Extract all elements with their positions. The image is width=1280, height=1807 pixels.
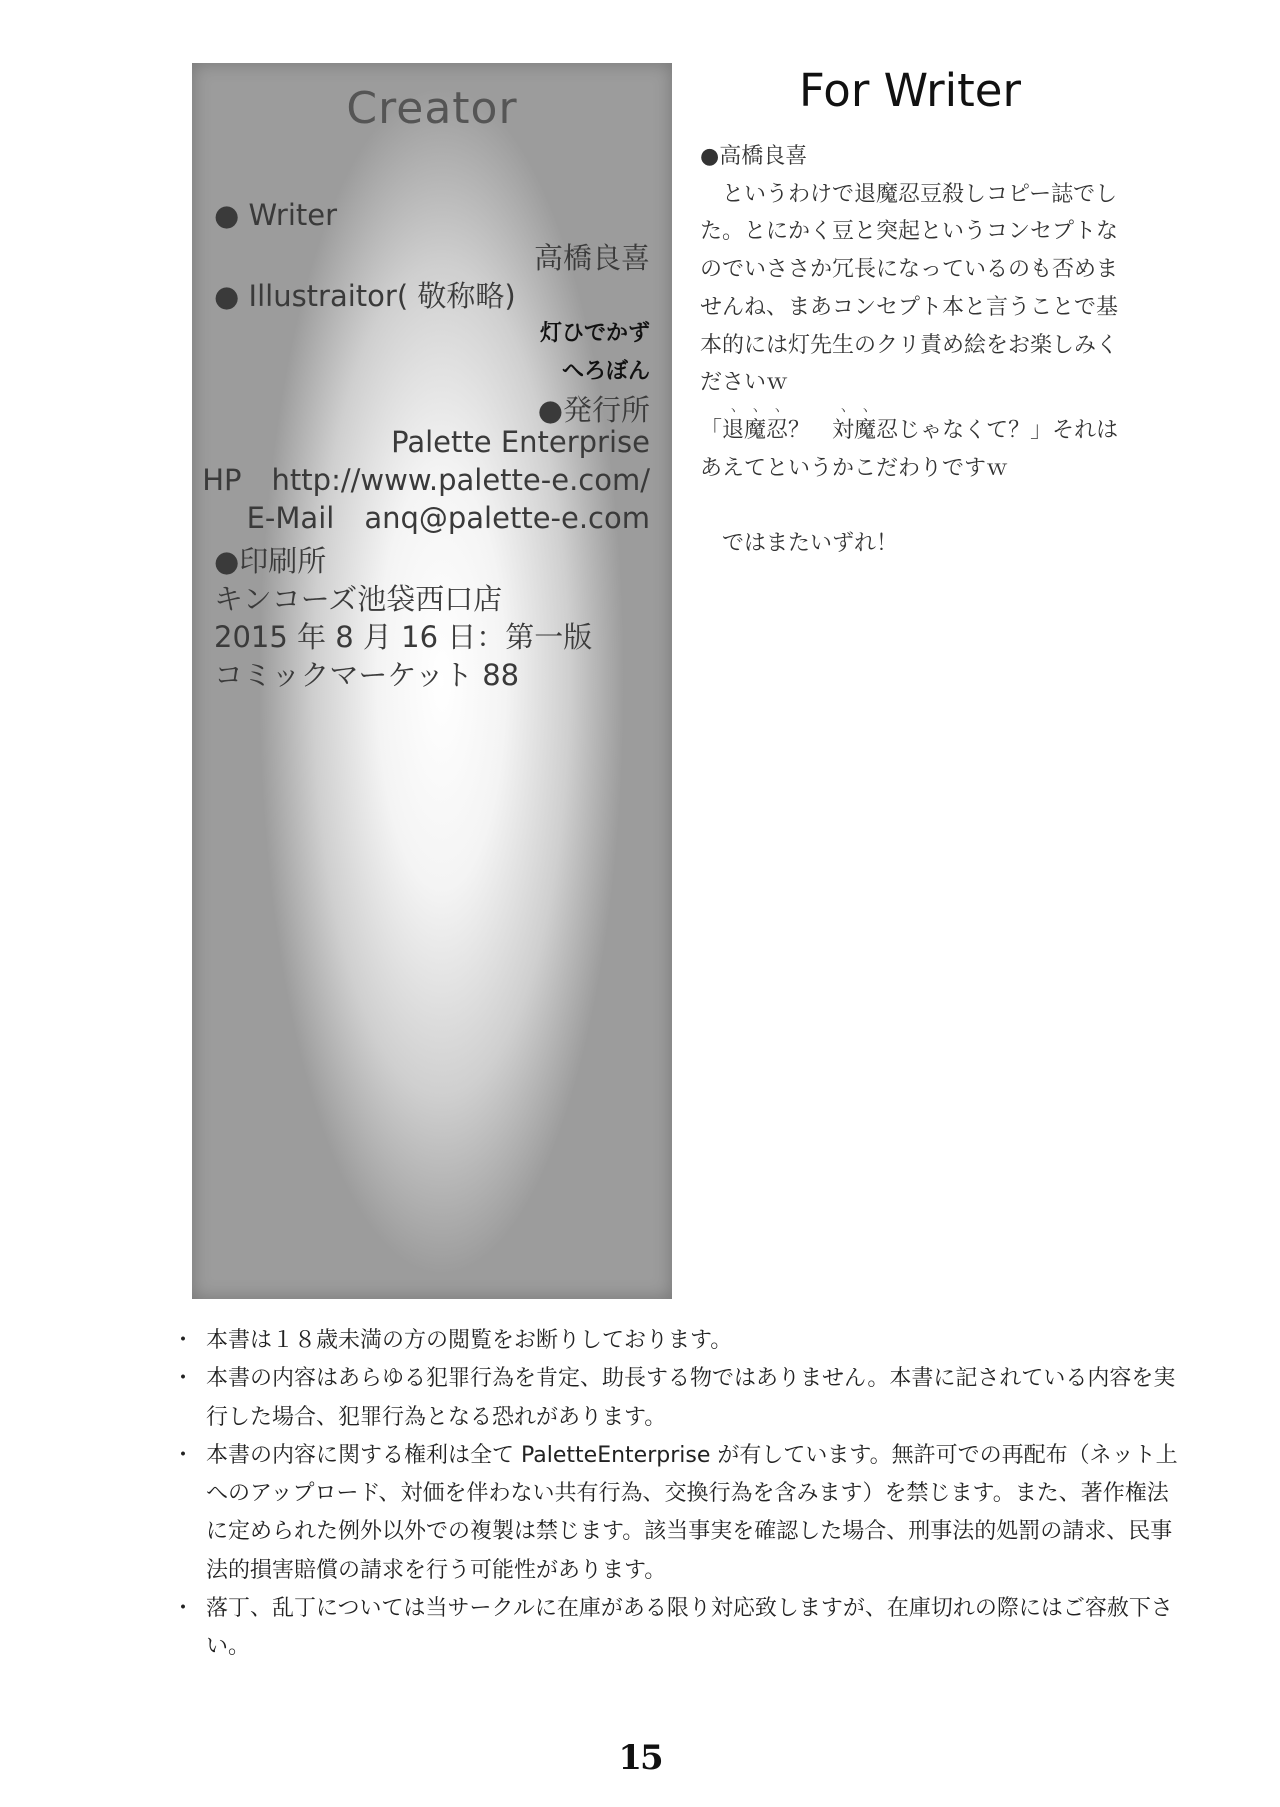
printer-label: ●印刷所: [214, 544, 327, 578]
creator-panel: [192, 63, 672, 1299]
para2-open: 「: [700, 417, 723, 443]
writer-note: [700, 138, 1130, 563]
writer-note-author: ●高橋良喜: [700, 144, 808, 169]
email-line: [247, 501, 650, 535]
writer-note-paragraph-1: というわけで退魔忍豆殺しコピー誌でした。とにかく豆と突起というコンセプトなのでいささか冗長になっているのも否めませんね、まあコンセプト本と言うことで基本的には灯先生のクリ責め絵をお楽しみくださいｗ: [700, 181, 1119, 396]
legal-note: ・ 本書の内容はあらゆる犯罪行為を肯定、助長する物ではありません。本書に記されている内容を実行した場合、犯罪行為となる恐れがあります。: [178, 1360, 1178, 1437]
legal-note: ・ 本書は１８歳未満の方の閲覧をお断りしております。: [178, 1322, 1178, 1360]
email-label: E-Mail: [246, 501, 335, 535]
publication-date: 2015 年 8 月 16 日：第一版: [214, 620, 593, 654]
homepage-url[interactable]: http://www.palette-e.com/: [271, 463, 650, 497]
illustrator-name-1: 灯ひでかず: [539, 321, 650, 346]
writer-name: 高橋良喜: [533, 241, 650, 275]
para2-mid: ？: [788, 417, 833, 443]
homepage-line: [202, 463, 650, 497]
emphasized-word-taima: 対魔: [832, 417, 877, 443]
writer-note-closing: ではまたいずれ！: [700, 531, 899, 557]
page-number: 15: [618, 1738, 662, 1778]
printer-name: キンコーズ池袋西口店: [214, 582, 503, 616]
emphasized-word-taimanin: 退魔忍: [722, 417, 789, 443]
writer-label: ● Writer: [214, 198, 338, 232]
illustrator-name-2: へろぼん: [561, 359, 650, 384]
writer-section-title: For Writer: [799, 64, 1021, 117]
illustrator-label: ● Illustraitor( 敬称略): [214, 279, 516, 313]
legal-note: ・ 落丁、乱丁については当サークルに在庫がある限り対応致しますが、在庫切れの際にはご容赦下さい。: [178, 1590, 1178, 1667]
email-address[interactable]: anq@palette-e.com: [364, 501, 650, 535]
event-name: コミックマーケット 88: [214, 658, 520, 692]
homepage-label: HP: [202, 463, 242, 497]
publisher-label: ●発行所: [537, 393, 650, 427]
publisher-name: Palette Enterprise: [391, 425, 650, 459]
para2-rest: 忍じゃなくて？」それはあえてというかこだわりですｗ: [700, 417, 1119, 481]
legal-note: ・ 本書の内容に関する権利は全て PaletteEnterprise が有しています。無許可での再配布（ネット上へのアップロード、対価を伴わない共有行為、交換行為を含みます）を禁じます。また、著作権法に定められた例外以外での複製は禁じます。該当事実を確認した場合、刑事法的処罰の請求、民事法的損害賠償の請求を行う可能性があります。: [178, 1437, 1178, 1590]
creator-title: Creator: [346, 83, 518, 134]
legal-notes: [178, 1322, 1178, 1667]
writer-note-paragraph-2: [700, 402, 1130, 487]
